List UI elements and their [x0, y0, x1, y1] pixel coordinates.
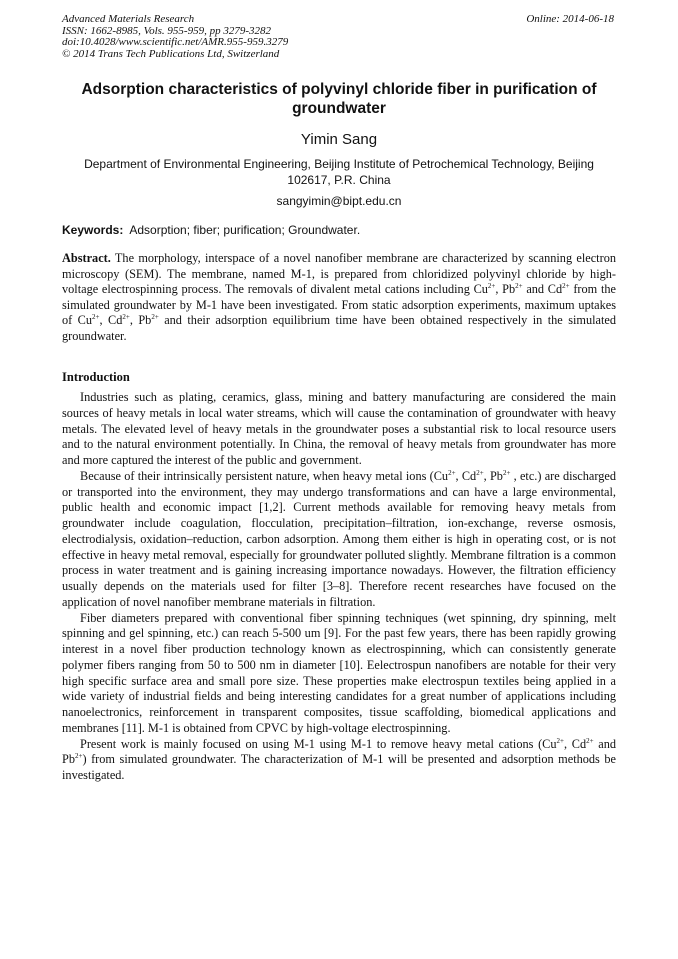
abstract-text: The morphology, interspace of a novel nanofiber membrane are characterized by scanning electron microscopy (SEM). The membrane, named M-1, is prepared from chloridized polyvinyl chloride by high-voltage electrospinning process. The removals of divalent metal cations including Cu — [62, 251, 616, 297]
abstract-text: and Cd — [522, 282, 563, 297]
keywords-label: Keywords: — [62, 223, 124, 237]
charge-superscript: 2+ — [515, 282, 523, 291]
charge-superscript: 2+ — [122, 313, 130, 322]
charge-superscript: 2+ — [502, 468, 511, 477]
paragraph — [62, 469, 616, 611]
abstract-text: and their adsorption equilibrium time have been obtained respectively in the simulated groundwater. — [62, 313, 617, 343]
copyright-line: © 2014 Trans Tech Publications Ltd, Switzerland — [62, 47, 280, 60]
paragraph-text: , Cd — [564, 736, 587, 751]
issn-line: ISSN: 1662-8985, Vols. 955-959, pp 3279-3282 — [62, 24, 271, 37]
journal-header — [62, 14, 288, 60]
paragraph-text: ) from simulated groundwater. The characterization of M-1 will be presented and adsorption methods be investigated. — [62, 752, 616, 782]
section-heading-introduction: Introduction — [62, 370, 130, 384]
charge-superscript: 2+ — [476, 468, 484, 477]
author-name: Yimin Sang — [300, 131, 378, 148]
charge-superscript: 2+ — [487, 282, 496, 291]
abstract — [62, 251, 616, 345]
charge-superscript: 2+ — [586, 736, 594, 745]
paragraph — [62, 737, 616, 784]
introduction-body — [62, 390, 616, 784]
keywords — [62, 222, 616, 238]
author-email[interactable]: sangyimin@bipt.edu.cn — [276, 194, 402, 208]
abstract-label: Abstract. — [62, 251, 111, 265]
affiliation: Department of Environmental Engineering, Beijing Institute of Petrochemical Technology, Beijing 102617, P.R. China — [84, 157, 594, 187]
keywords-text: Adsorption; fiber; purification; Groundwater. — [129, 223, 361, 237]
charge-superscript: 2+ — [562, 282, 570, 291]
abstract-text: from the simulated groundwater by M-1 have been investigated. From static adsorption experiments, maximum uptakes of Cu — [62, 282, 616, 328]
abstract-text: , Pb — [129, 313, 152, 328]
paragraph-text: , etc.) are discharged or transported into the environment, they may undergo transformations and can have a large environmental, public health and economic impact [1,2]. Current methods available for removing heavy metals from groundwater include coagulation, flocculation, precipitation–filtration, ion-exchange, reverse osmosis, electrodialysis, oxidation–reduction, carbon adsorption. Among them either is high in operating cost, or is not effective in heavy metal removal, especially for groundwater polluted slightly. Membrane filtration is a common process in water treatment and is gaining increasing importance nowadays. However, the filtration efficiency usually depends on the materials used for filter [3–8]. Therefore recent researches have focused on the application of novel nanofiber membrane materials in filtration. — [62, 468, 616, 609]
paragraph: Fiber diameters prepared with conventional fiber spinning techniques (wet spinning, dry spinning, melt spinning and gel spinning, etc.) can reach 5-500 um [9]. For the past few years, there has been rapidly growing interest in a novel fiber production technology known as electrospinning, which can consistently generate polymer fibers ranging from 50 to 500 nm in diameter [10]. Eelectrospun nanofibers are notable for their very high specific surface area and small pore size. These properties make electrospun textiles being applied in a wide variety of industrial fields and being interesting candidates for a great number of applications including nanoelectronics, reinforcement in transparent composites, tissue scaffolding, biomedical applications and membranes [11]. M-1 is obtained from CPVC by high-voltage electrospinning. — [62, 610, 616, 735]
paragraph-text: , Pb — [483, 468, 503, 483]
charge-superscript: 2+ — [448, 468, 456, 477]
paragraph-text: , Cd — [455, 468, 477, 483]
online-date: Online: 2014-06-18 — [526, 13, 614, 25]
doi-line: doi:10.4028/www.scientific.net/AMR.955-959.3279 — [62, 36, 289, 48]
paragraph-text: Because of their intrinsically persistent nature, when heavy metal ions (Cu — [80, 468, 449, 483]
abstract-text: , Pb — [495, 282, 516, 297]
paper-title: Adsorption characteristics of polyvinyl chloride fiber in purification of groundwater — [81, 81, 597, 117]
paragraph-text: and Pb — [62, 736, 616, 767]
paragraph-text: Present work is mainly focused on using M-1 using M-1 to remove heavy metal cations (Cu — [80, 736, 557, 751]
journal-name: Advanced Materials Research — [62, 13, 195, 25]
charge-superscript: 2+ — [92, 313, 100, 322]
charge-superscript: 2+ — [556, 736, 564, 745]
charge-superscript: 2+ — [151, 313, 159, 322]
abstract-text: , Cd — [99, 313, 123, 328]
charge-superscript: 2+ — [75, 752, 83, 761]
paragraph: Industries such as plating, ceramics, glass, mining and battery manufacturing are considered the main sources of heavy metals in local water streams, which will cause the contamination of groundwater with heavy metals. The elevated level of heavy metals in the groundwater poses a substantial risk to local resource users and to the natural environment potentially. In China, the removal of heavy metals from groundwater has more and more captured the interest of the public and government. — [62, 390, 616, 467]
